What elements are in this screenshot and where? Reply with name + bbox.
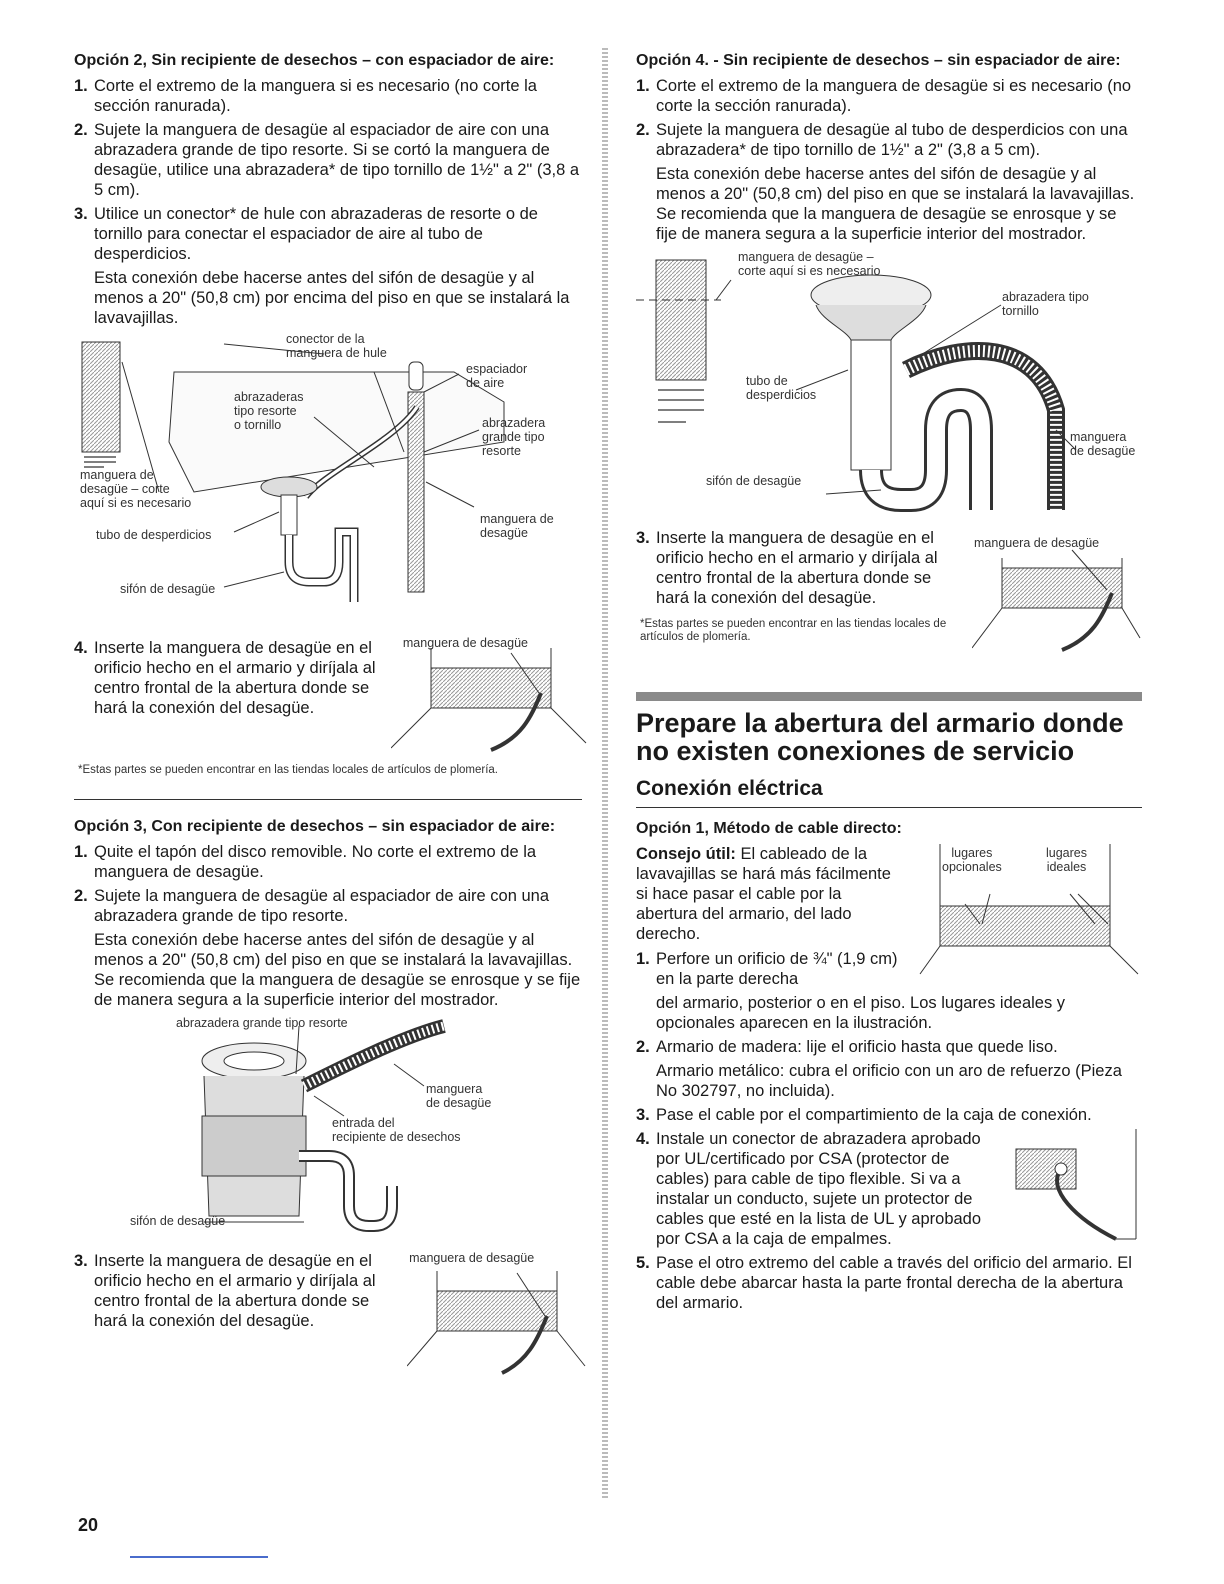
option3-diagram — [74, 1016, 582, 1241]
label-conector: conector de la manguera de hule — [286, 332, 387, 360]
option4-diagram — [636, 250, 1142, 520]
cable-protector-diagram — [1006, 1129, 1142, 1249]
label-manguera-corte-4: manguera de desagüe – corte aquí si es necesario — [738, 250, 881, 278]
label-manguera-step3: manguera de desagüe — [409, 1251, 535, 1265]
label-tubo-4: tubo de desperdicios — [746, 374, 817, 402]
label-tubo: tubo de desperdicios — [96, 528, 212, 542]
option4-step3-block — [636, 528, 1142, 668]
subsection-title: Conexión eléctrica — [636, 777, 823, 800]
option2-note: Esta conexión debe hacerse antes del sifón de desagüe y al menos a 20" (50,8 cm) por encima del piso en que se instalará la lavavajillas. — [94, 269, 570, 327]
elec-step-1b: del armario, posterior o en el piso. Los lugares ideales y opcionales aparecen en la ilustración. — [656, 994, 1066, 1032]
label-manguera-4: manguera de desagüe — [1070, 430, 1136, 458]
option2-step-2: 2. Sujete la manguera de desagüe al espaciador de aire con una abrazadera grande de tipo resorte. Si se cortó la manguera de desagüe, utilice una abrazadera* de tipo tornillo de 1½" a 2" (3,8 a 5 cm). — [74, 121, 580, 199]
option4-note: Esta conexión debe hacerse antes del sifón de desagüe y al menos a 20" (50,8 cm) del piso en que se instalará la lavavajillas. Se recomienda que la manguera de desagüe se enrosque y se fije de manera segura a la superficie interior del mostrador. — [656, 165, 1135, 243]
option4-step3-text — [636, 528, 966, 668]
option4-footnote: *Estas partes se pueden encontrar en las tiendas locales de artículos de plomería. — [640, 618, 947, 643]
option3-step-3: 3. Inserte la manguera de desagüe en el orificio hecho en el armario y diríjala al centro frontal de la abertura donde se hará la conexión del desagüe. — [74, 1252, 376, 1330]
label-manguera-step3-4: manguera de desagüe — [974, 536, 1100, 550]
elec-step4-block — [636, 1129, 1142, 1253]
label-abrazadera-tornillo: abrazadera tipo tornillo — [1002, 290, 1089, 318]
option2-step4-block — [74, 638, 582, 758]
label-manguera-corte: manguera de desagüe – corte aquí si es necesario — [80, 468, 192, 510]
option4-step-2: 2. Sujete la manguera de desagüe al tubo de desperdicios con una abrazadera* de tipo tornillo de 1½" a 2" (3,8 a 5 cm). — [636, 121, 1128, 159]
label-abrazaderas: abrazaderas tipo resorte o tornillo — [234, 390, 304, 432]
option2-title: Opción 2, Sin recipiente de desechos – con espaciador de aire: — [74, 52, 555, 69]
footer-link-bar — [130, 1556, 268, 1558]
label-sifon-4: sifón de desagüe — [706, 474, 802, 488]
option4-step-1: 1. Corte el extremo de la manguera de desagüe si es necesario (no corte la sección ranurada). — [636, 77, 1132, 115]
option3-step3-block — [74, 1251, 582, 1381]
cabinet-hole-diagram-2 — [407, 1251, 582, 1381]
option3-title: Opción 3, Con recipiente de desechos – sin espaciador de aire: — [74, 818, 556, 835]
tip-label: Consejo útil: — [636, 845, 736, 863]
section-bar — [636, 692, 1142, 701]
left-column — [74, 52, 582, 1381]
page-number: 20 — [78, 1515, 99, 1535]
label-lugares-opcionales: lugares opcionales — [942, 846, 1002, 874]
label-sifon: sifón de desagüe — [120, 582, 216, 596]
hole-locations-diagram — [910, 844, 1140, 979]
label-abrazadera-grande: abrazadera grande tipo resorte — [482, 416, 546, 458]
option2-step-4: 4. Inserte la manguera de desagüe en el orificio hecho en el armario y diríjala al centro frontal de la abertura donde se hará la conexión del desagüe. — [74, 639, 376, 717]
label-manguera: manguera de desagüe — [480, 512, 554, 540]
label-espaciador: espaciador de aire — [466, 362, 528, 390]
elec-step-5: 5. Pase el otro extremo del cable a través del orificio del armario. El cable debe abarcar hasta la parte frontal derecha de la abertura del armario. — [636, 1254, 1132, 1312]
label-manguera-3: manguera de desagüe — [426, 1082, 492, 1110]
label-abrazadera-grande-3: abrazadera grande tipo resorte — [176, 1016, 348, 1030]
option3-note: Esta conexión debe hacerse antes del sifón de desagüe y al menos a 20" (50,8 cm) del piso en que se instalará la lavavajillas. Se recomienda que la manguera de desagüe se enrosque y se fije de manera segura a la superficie interior del mostrador. — [94, 931, 581, 1009]
elec-step-1a: 1. Perfore un orificio de ¾" (1,9 cm) en la parte derecha — [636, 950, 898, 988]
section-title: Prepare la abertura del armario donde no existen conexiones de servicio — [636, 708, 1124, 766]
option3-step-2: 2. Sujete la manguera de desagüe al espaciador de aire con una abrazadera grande de tipo resorte. — [74, 887, 549, 925]
subsection-rule — [636, 807, 1142, 808]
cabinet-hole-diagram-1 — [391, 638, 582, 758]
label-lugares-ideales: lugares ideales — [1046, 846, 1087, 874]
elec-step-2: 2. Armario de madera: lije el orificio hasta que quede liso. — [636, 1038, 1058, 1056]
label-sifon-3: sifón de desagüe — [130, 1214, 226, 1228]
label-entrada: entrada del recipiente de desechos — [332, 1116, 461, 1144]
column-divider — [602, 48, 608, 1498]
option2-step-1: 1. Corte el extremo de la manguera si es necesario (no corte la sección ranurada). — [74, 77, 537, 115]
elec-step-3: 3. Pase el cable por el compartimiento de la caja de conexión. — [636, 1106, 1092, 1124]
elec-step-4: 4. Instale un conector de abrazadera aprobado por UL/certificado por CSA (protector de cables) para cable de tipo flexible. Si va a instalar un conducto, sujete un protector de cables que esté en la lista de UL y aprobado por CSA a la caja de empalmes. — [636, 1130, 982, 1248]
option2-step-3: 3. Utilice un conector* de hule con abrazaderas de resorte o de tornillo para conectar el espaciador de aire al tubo de desperdicios. — [74, 205, 538, 263]
option4-step-3: 3. Inserte la manguera de desagüe en el orificio hecho en el armario y diríjala al centro frontal de la abertura donde se hará la conexión del desagüe. — [636, 529, 938, 607]
disposer-illustration — [74, 1016, 582, 1241]
option3-step-1: 1. Quite el tapón del disco removible. No corte el extremo de la manguera de desagüe. — [74, 843, 537, 881]
elec-step-2-note: Armario metálico: cubra el orificio con un aro de refuerzo (Pieza No 302797, no incluida). — [656, 1062, 1122, 1100]
label-manguera-step4: manguera de desagüe — [402, 636, 528, 650]
option4-title: Opción 4. - Sin recipiente de desechos – sin espaciador de aire: — [636, 52, 1121, 69]
cabinet-hole-diagram-3 — [972, 528, 1142, 668]
option1-title: Opción 1, Método de cable directo: — [636, 820, 902, 837]
section-divider — [74, 799, 582, 800]
option2-diagram — [74, 332, 582, 622]
option2-footnote: *Estas partes se pueden encontrar en las tiendas locales de artículos de plomería. — [78, 764, 498, 776]
right-column — [636, 52, 1142, 1317]
tip-text: El cableado de la lavavajillas se hará más fácilmente si hace pasar el cable por la abertura del armario, del lado derecho. — [636, 845, 891, 943]
